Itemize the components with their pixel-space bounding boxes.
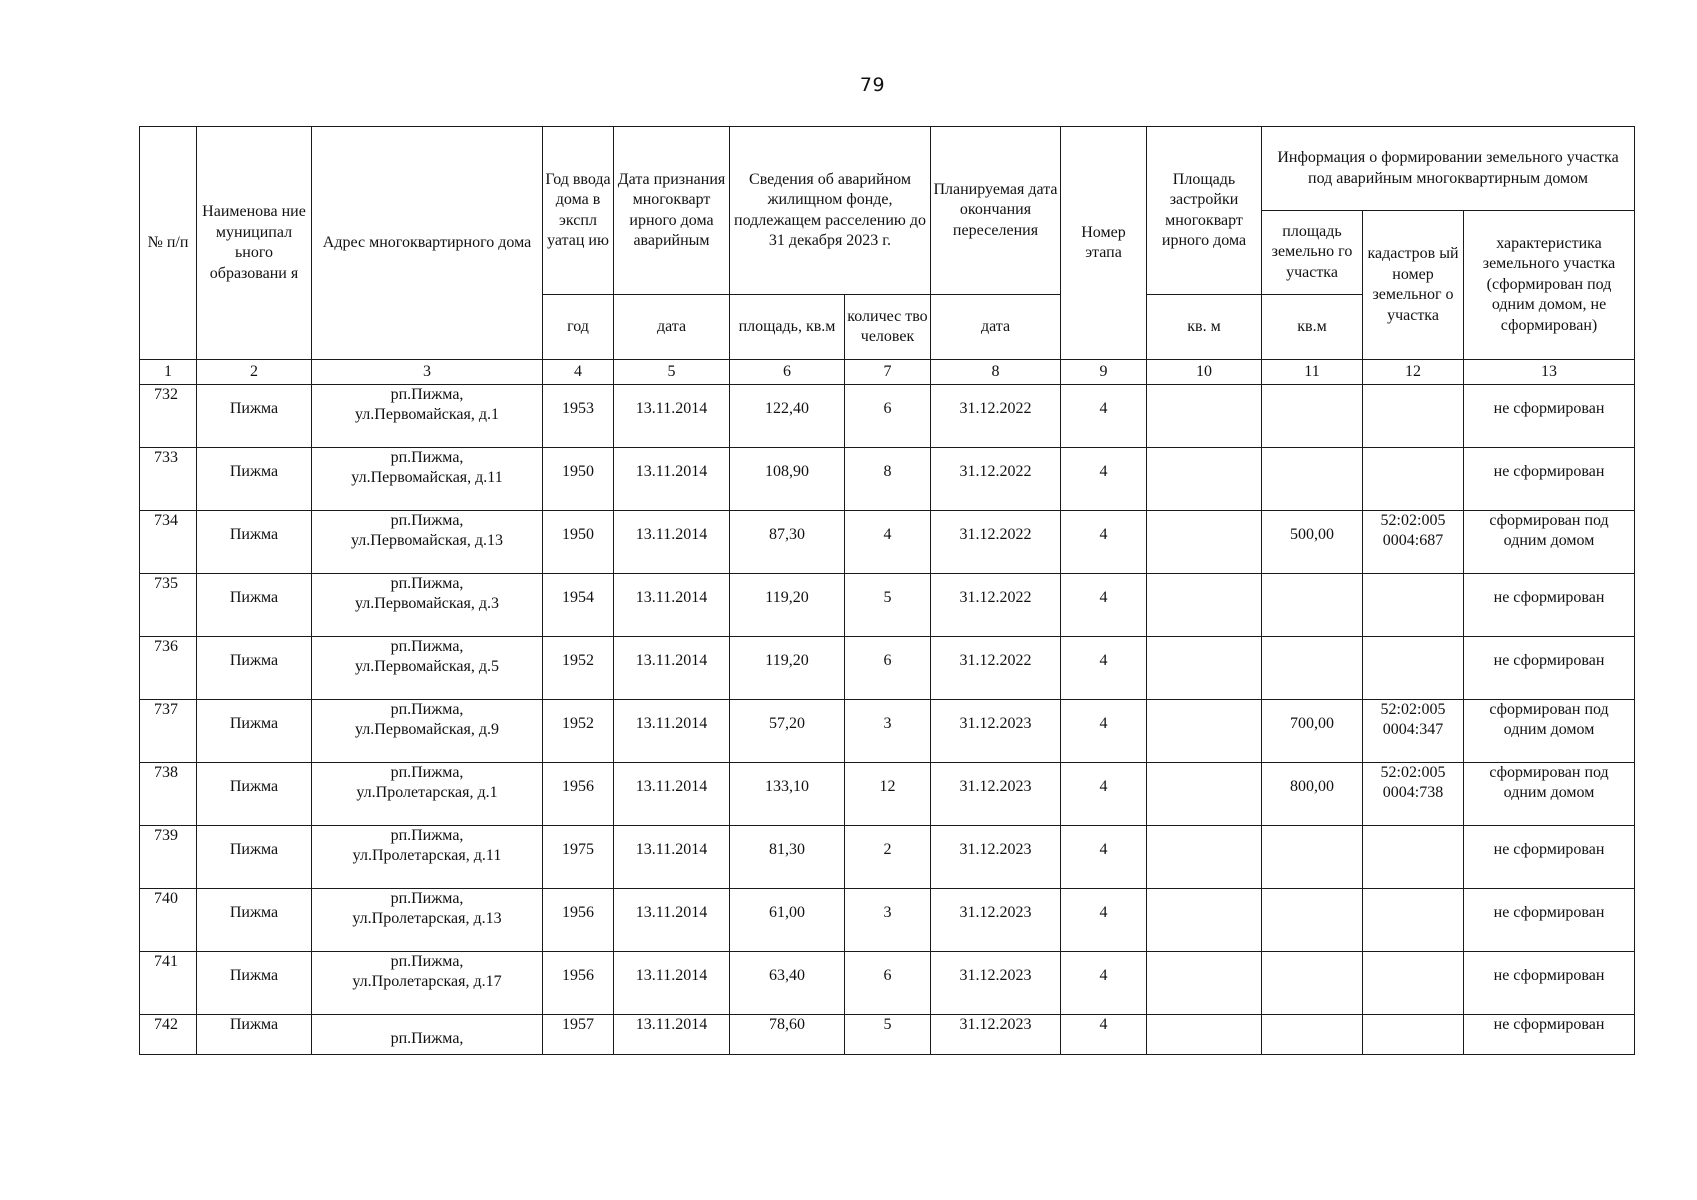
cell-building-area xyxy=(1147,826,1262,889)
cell-address xyxy=(312,511,543,574)
header-land-area-unit: кв.м xyxy=(1262,295,1363,360)
cell-municipality: Пижма xyxy=(197,763,312,826)
column-number: 6 xyxy=(730,360,845,385)
address-line-street: ул.Пролетарская, д.11 xyxy=(352,847,502,864)
cell-recognition-date: 13.11.2014 xyxy=(614,826,730,889)
cell-building-area xyxy=(1147,637,1262,700)
column-number: 2 xyxy=(197,360,312,385)
cell-municipality: Пижма xyxy=(197,826,312,889)
column-number: 3 xyxy=(312,360,543,385)
address-line-street: ул.Первомайская, д.1 xyxy=(355,406,499,423)
cell-land-characteristic xyxy=(1464,511,1635,574)
column-number: 9 xyxy=(1061,360,1147,385)
cell-cadastral-number xyxy=(1363,952,1464,1015)
characteristic-line-1: не сформирован xyxy=(1493,400,1605,417)
header-land-area: площадь земельно го участка xyxy=(1262,211,1363,295)
cell-recognition-date: 13.11.2014 xyxy=(614,763,730,826)
cell-year-built: 1975 xyxy=(543,826,614,889)
cell-planned-end-date: 31.12.2023 xyxy=(931,889,1061,952)
cell-land-area xyxy=(1262,448,1363,511)
table-row xyxy=(140,1015,1635,1055)
cell-recognition-date: 13.11.2014 xyxy=(614,385,730,448)
cell-address xyxy=(312,385,543,448)
header-date-unit: дата xyxy=(614,295,730,360)
table-row xyxy=(140,574,1635,637)
table-row xyxy=(140,889,1635,952)
characteristic-line-1: не сформирован xyxy=(1493,1016,1605,1033)
address-line-street: ул.Первомайская, д.5 xyxy=(355,658,499,675)
cell-planned-end-date: 31.12.2022 xyxy=(931,574,1061,637)
cell-cadastral-number xyxy=(1363,574,1464,637)
column-number: 7 xyxy=(845,360,931,385)
cell-municipality: Пижма xyxy=(197,700,312,763)
cell-recognition-date: 13.11.2014 xyxy=(614,700,730,763)
header-recognition-date: Дата признания многокварт ирного дома аварийным xyxy=(614,127,730,295)
cell-municipality: Пижма xyxy=(197,511,312,574)
cell-land-characteristic xyxy=(1464,889,1635,952)
table-row xyxy=(140,763,1635,826)
cell-land-characteristic xyxy=(1464,763,1635,826)
address-line-street: ул.Первомайская, д.13 xyxy=(351,532,503,549)
cell-stage: 4 xyxy=(1061,574,1147,637)
cell-row-number: 737 xyxy=(140,700,197,763)
cell-planned-end-date: 31.12.2022 xyxy=(931,511,1061,574)
address-line-street: ул.Пролетарская, д.13 xyxy=(352,910,502,927)
cell-year-built: 1956 xyxy=(543,889,614,952)
cell-year-built: 1954 xyxy=(543,574,614,637)
characteristic-line-2: одним домом xyxy=(1503,532,1595,549)
cell-building-area xyxy=(1147,574,1262,637)
cell-cadastral-number xyxy=(1363,763,1464,826)
characteristic-line-1: не сформирован xyxy=(1493,652,1605,669)
cell-planned-end-date: 31.12.2022 xyxy=(931,448,1061,511)
cell-area: 108,90 xyxy=(730,448,845,511)
cadastral-line-2: 0004:347 xyxy=(1382,721,1444,738)
cell-row-number: 738 xyxy=(140,763,197,826)
column-number: 12 xyxy=(1363,360,1464,385)
cell-land-area: 800,00 xyxy=(1262,763,1363,826)
cell-recognition-date: 13.11.2014 xyxy=(614,574,730,637)
header-building-area: Площадь застройки многокварт ирного дома xyxy=(1147,127,1262,295)
address-line-settlement: рп.Пижма, xyxy=(390,638,464,655)
address-line-street: ул.Первомайская, д.9 xyxy=(355,721,499,738)
cell-people: 5 xyxy=(845,574,931,637)
cell-cadastral-number xyxy=(1363,700,1464,763)
cell-cadastral-number xyxy=(1363,889,1464,952)
column-number-row xyxy=(140,360,1635,385)
header-stage-number: Номер этапа xyxy=(1061,127,1147,360)
cell-building-area xyxy=(1147,385,1262,448)
cell-planned-end-date: 31.12.2022 xyxy=(931,385,1061,448)
characteristic-line-1: не сформирован xyxy=(1493,463,1605,480)
header-address: Адрес многоквартирного дома xyxy=(312,127,543,360)
cell-year-built: 1953 xyxy=(543,385,614,448)
cell-people: 12 xyxy=(845,763,931,826)
cell-recognition-date: 13.11.2014 xyxy=(614,1015,730,1055)
cell-municipality: Пижма xyxy=(197,448,312,511)
cell-address xyxy=(312,952,543,1015)
cell-people: 3 xyxy=(845,889,931,952)
address-line-settlement: рп.Пижма, xyxy=(390,575,464,592)
cell-planned-end-date: 31.12.2022 xyxy=(931,637,1061,700)
table-row xyxy=(140,511,1635,574)
cell-recognition-date: 13.11.2014 xyxy=(614,637,730,700)
cell-year-built: 1950 xyxy=(543,448,614,511)
cell-stage: 4 xyxy=(1061,700,1147,763)
cell-year-built: 1956 xyxy=(543,952,614,1015)
header-end-date-unit: дата xyxy=(931,295,1061,360)
cell-stage: 4 xyxy=(1061,385,1147,448)
characteristic-line-1: сформирован под xyxy=(1489,701,1609,718)
cell-cadastral-number xyxy=(1363,826,1464,889)
header-housing-info: Сведения об аварийном жилищном фонде, подлежащем расселению до 31 декабря 2023 г. xyxy=(730,127,931,295)
characteristic-line-1: не сформирован xyxy=(1493,841,1605,858)
cell-year-built: 1952 xyxy=(543,700,614,763)
cell-row-number: 734 xyxy=(140,511,197,574)
column-number: 1 xyxy=(140,360,197,385)
cell-planned-end-date: 31.12.2023 xyxy=(931,763,1061,826)
cell-cadastral-number xyxy=(1363,1015,1464,1055)
cell-stage: 4 xyxy=(1061,952,1147,1015)
cell-row-number: 732 xyxy=(140,385,197,448)
cell-area: 78,60 xyxy=(730,1015,845,1055)
cell-municipality: Пижма xyxy=(197,889,312,952)
characteristic-line-1: не сформирован xyxy=(1493,904,1605,921)
cell-land-characteristic xyxy=(1464,1015,1635,1055)
table-row xyxy=(140,637,1635,700)
cell-planned-end-date: 31.12.2023 xyxy=(931,952,1061,1015)
cell-address xyxy=(312,700,543,763)
table-row xyxy=(140,385,1635,448)
cell-recognition-date: 13.11.2014 xyxy=(614,448,730,511)
cell-cadastral-number xyxy=(1363,448,1464,511)
cell-municipality: Пижма xyxy=(197,385,312,448)
cell-land-area xyxy=(1262,1015,1363,1055)
cell-municipality: Пижма xyxy=(197,574,312,637)
cell-people: 4 xyxy=(845,511,931,574)
cell-row-number: 739 xyxy=(140,826,197,889)
cell-area: 81,30 xyxy=(730,826,845,889)
cell-building-area xyxy=(1147,889,1262,952)
address-line-settlement: рп.Пижма, xyxy=(390,764,464,781)
cell-stage: 4 xyxy=(1061,1015,1147,1055)
column-number: 8 xyxy=(931,360,1061,385)
header-area-unit: площадь, кв.м xyxy=(730,295,845,360)
cell-people: 6 xyxy=(845,952,931,1015)
cell-row-number: 735 xyxy=(140,574,197,637)
cell-row-number: 736 xyxy=(140,637,197,700)
cell-year-built: 1956 xyxy=(543,763,614,826)
header-year-unit: год xyxy=(543,295,614,360)
cell-land-characteristic xyxy=(1464,637,1635,700)
emergency-housing-table xyxy=(139,126,1635,1055)
cell-year-built: 1950 xyxy=(543,511,614,574)
cell-stage: 4 xyxy=(1061,826,1147,889)
header-row-number: № п/п xyxy=(140,127,197,360)
address-line-settlement: рп.Пижма, xyxy=(390,827,464,844)
cell-land-characteristic xyxy=(1464,448,1635,511)
cell-land-area: 500,00 xyxy=(1262,511,1363,574)
address-line-street: ул.Первомайская, д.11 xyxy=(351,469,503,486)
cell-stage: 4 xyxy=(1061,637,1147,700)
cadastral-line-2: 0004:738 xyxy=(1382,784,1444,801)
cadastral-line-2: 0004:687 xyxy=(1382,532,1444,549)
table-row xyxy=(140,448,1635,511)
header-land-plot-info: Информация о формировании земельного участка под аварийным многоквартирным домом xyxy=(1262,127,1635,211)
cell-people: 6 xyxy=(845,385,931,448)
cell-address xyxy=(312,826,543,889)
cell-land-area xyxy=(1262,889,1363,952)
cell-land-area xyxy=(1262,952,1363,1015)
address-line-settlement: рп.Пижма, xyxy=(390,449,464,466)
cell-building-area xyxy=(1147,952,1262,1015)
cell-cadastral-number xyxy=(1363,511,1464,574)
cadastral-line-1: 52:02:005 xyxy=(1380,512,1446,529)
cell-year-built: 1957 xyxy=(543,1015,614,1055)
cell-address xyxy=(312,448,543,511)
column-number: 10 xyxy=(1147,360,1262,385)
column-number: 5 xyxy=(614,360,730,385)
address-line-settlement: рп.Пижма, xyxy=(390,953,464,970)
cell-address xyxy=(312,763,543,826)
column-number: 11 xyxy=(1262,360,1363,385)
characteristic-line-1: сформирован под xyxy=(1489,512,1609,529)
cell-address xyxy=(312,637,543,700)
cell-building-area xyxy=(1147,1015,1262,1055)
cell-year-built: 1952 xyxy=(543,637,614,700)
cell-municipality: Пижма xyxy=(197,637,312,700)
table-row xyxy=(140,700,1635,763)
address-line-settlement: рп.Пижма, xyxy=(390,890,464,907)
column-number: 4 xyxy=(543,360,614,385)
table-body xyxy=(140,385,1635,1055)
table-header xyxy=(140,127,1635,385)
cell-cadastral-number xyxy=(1363,637,1464,700)
cell-building-area xyxy=(1147,511,1262,574)
cell-land-characteristic xyxy=(1464,826,1635,889)
cell-area: 122,40 xyxy=(730,385,845,448)
characteristic-line-1: сформирован под xyxy=(1489,764,1609,781)
cell-land-area: 700,00 xyxy=(1262,700,1363,763)
cell-stage: 4 xyxy=(1061,511,1147,574)
cell-planned-end-date: 31.12.2023 xyxy=(931,700,1061,763)
cell-address xyxy=(312,1015,543,1055)
address-line-settlement: рп.Пижма, xyxy=(390,701,464,718)
cell-land-area xyxy=(1262,637,1363,700)
column-number: 13 xyxy=(1464,360,1635,385)
cadastral-line-1: 52:02:005 xyxy=(1380,764,1446,781)
address-line-street: ул.Пролетарская, д.1 xyxy=(356,784,498,801)
cell-land-characteristic xyxy=(1464,574,1635,637)
cell-planned-end-date: 31.12.2023 xyxy=(931,1015,1061,1055)
cell-land-area xyxy=(1262,574,1363,637)
cell-area: 87,30 xyxy=(730,511,845,574)
address-line-settlement: рп.Пижма, xyxy=(390,386,464,403)
cell-area: 133,10 xyxy=(730,763,845,826)
cell-cadastral-number xyxy=(1363,385,1464,448)
header-land-characteristic: характеристика земельного участка (сформирован под одним домом, не сформирован) xyxy=(1464,211,1635,360)
cell-municipality: Пижма xyxy=(197,1015,312,1055)
characteristic-line-1: не сформирован xyxy=(1493,589,1605,606)
table-row xyxy=(140,952,1635,1015)
cell-people: 3 xyxy=(845,700,931,763)
cell-recognition-date: 13.11.2014 xyxy=(614,889,730,952)
cell-row-number: 733 xyxy=(140,448,197,511)
characteristic-line-1: не сформирован xyxy=(1493,967,1605,984)
cell-stage: 4 xyxy=(1061,889,1147,952)
cell-building-area xyxy=(1147,700,1262,763)
cell-area: 119,20 xyxy=(730,637,845,700)
cell-land-characteristic xyxy=(1464,385,1635,448)
characteristic-line-2: одним домом xyxy=(1503,784,1595,801)
cell-building-area xyxy=(1147,448,1262,511)
cell-stage: 4 xyxy=(1061,448,1147,511)
cell-land-area xyxy=(1262,826,1363,889)
address-line-settlement: рп.Пижма, xyxy=(390,512,464,529)
address-line-street: ул.Первомайская, д.3 xyxy=(355,595,499,612)
cell-row-number: 742 xyxy=(140,1015,197,1055)
header-planned-end-date: Планируемая дата окончания переселения xyxy=(931,127,1061,295)
cell-people: 2 xyxy=(845,826,931,889)
cell-address xyxy=(312,889,543,952)
cell-people: 8 xyxy=(845,448,931,511)
cell-municipality: Пижма xyxy=(197,952,312,1015)
header-cadastral-number: кадастров ый номер земельног о участка xyxy=(1363,211,1464,360)
table-row xyxy=(140,826,1635,889)
cell-area: 119,20 xyxy=(730,574,845,637)
header-municipality: Наименова ние муниципал ьного образовани я xyxy=(197,127,312,360)
address-line-settlement: рп.Пижма, xyxy=(390,1030,464,1047)
header-year-built: Год ввода дома в экспл уатац ию xyxy=(543,127,614,295)
cell-area: 57,20 xyxy=(730,700,845,763)
cell-land-area xyxy=(1262,385,1363,448)
cell-land-characteristic xyxy=(1464,952,1635,1015)
cell-recognition-date: 13.11.2014 xyxy=(614,952,730,1015)
cell-row-number: 741 xyxy=(140,952,197,1015)
cell-land-characteristic xyxy=(1464,700,1635,763)
cell-people: 5 xyxy=(845,1015,931,1055)
characteristic-line-2: одним домом xyxy=(1503,721,1595,738)
cell-people: 6 xyxy=(845,637,931,700)
address-line-street: ул.Пролетарская, д.17 xyxy=(352,973,502,990)
cell-planned-end-date: 31.12.2023 xyxy=(931,826,1061,889)
cell-area: 63,40 xyxy=(730,952,845,1015)
page-number: 79 xyxy=(859,74,886,96)
header-building-area-unit: кв. м xyxy=(1147,295,1262,360)
cell-area: 61,00 xyxy=(730,889,845,952)
cell-recognition-date: 13.11.2014 xyxy=(614,511,730,574)
cadastral-line-1: 52:02:005 xyxy=(1380,701,1446,718)
header-people-unit: количес тво человек xyxy=(845,295,931,360)
cell-address xyxy=(312,574,543,637)
cell-stage: 4 xyxy=(1061,763,1147,826)
cell-building-area xyxy=(1147,763,1262,826)
cell-row-number: 740 xyxy=(140,889,197,952)
